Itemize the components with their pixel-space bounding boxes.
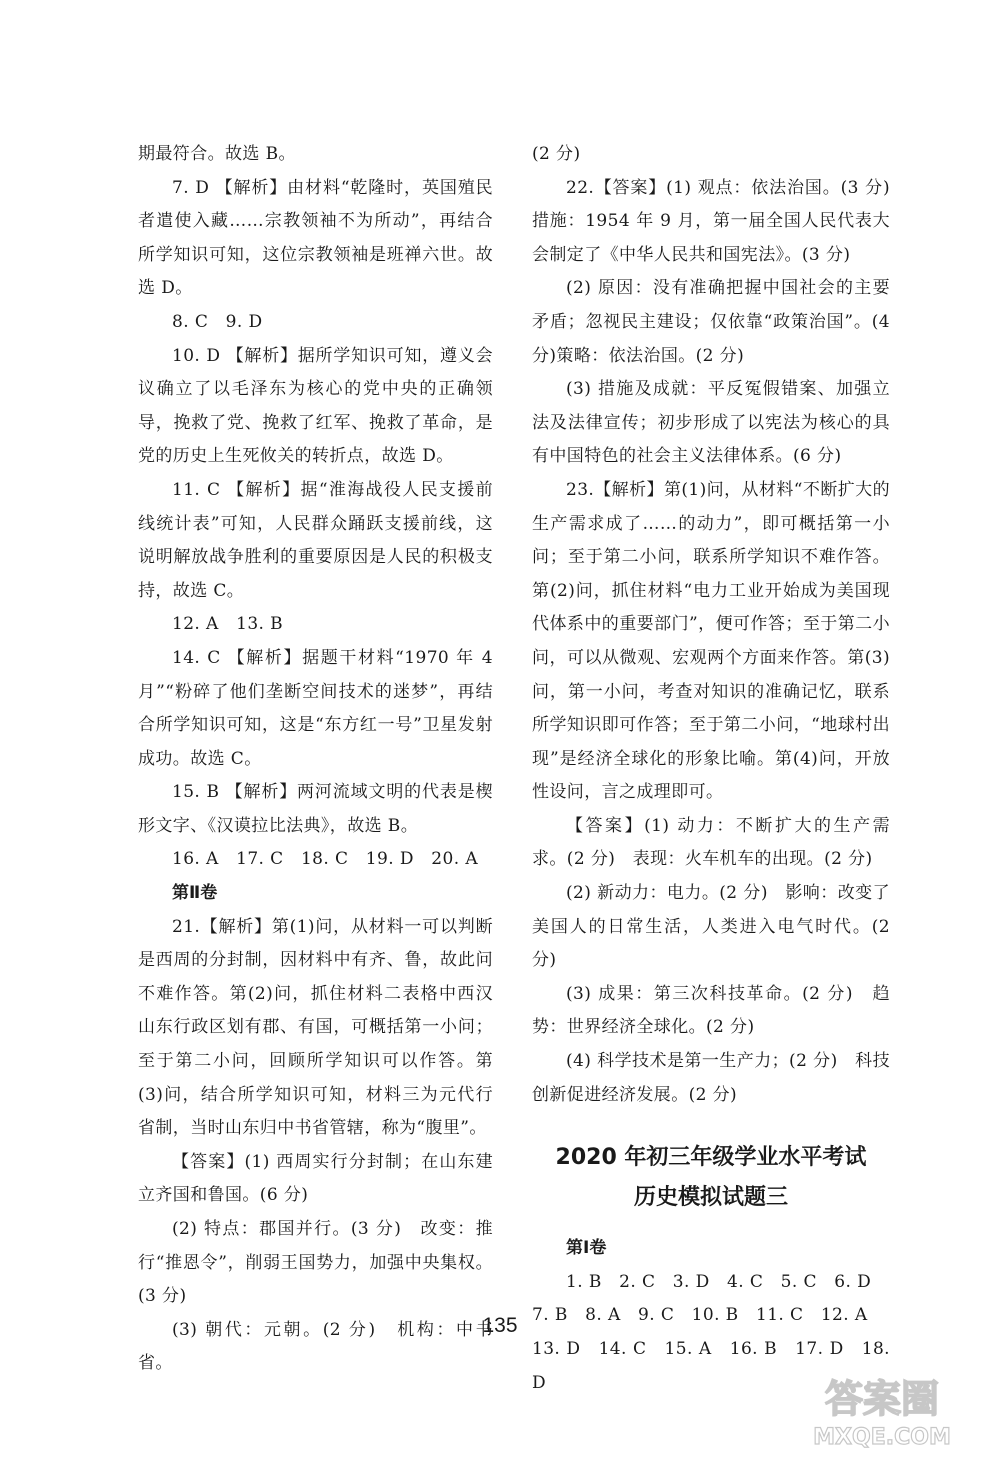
right-paragraph-q23-answer2: (2) 新动力：电力。(2 分) 影响：改变了美国人的日常生活，人类进入电气时代。(2 分) bbox=[532, 883, 890, 971]
left-paragraph-q21-answer3: (3) 朝代：元朝。(2 分) 机构：中书省。 bbox=[138, 1319, 493, 1374]
answer-row-2: 7. B 8. A 9. C 10. B 11. C 12. A bbox=[532, 1305, 868, 1326]
right-paragraph-q23-answer3: (3) 成果：第三次科技革命。(2 分) 趋势：世界经济全球化。(2 分) bbox=[532, 983, 890, 1038]
answer-row-1: 1. B 2. C 3. D 4. C 5. C 6. D bbox=[566, 1271, 872, 1292]
left-paragraph-q14: 14. C 【解析】据题干材料“1970 年 4 月”“粉碎了他们垄断空间技术的迷梦”，再结合所学知识可知，这是“东方红一号”卫星发射成功。故选 C。 bbox=[138, 647, 493, 769]
left-paragraph-q16-20: 16. A 17. C 18. C 19. D 20. A bbox=[172, 849, 478, 870]
right-column bbox=[532, 138, 890, 1400]
section-heading-part1: 第Ⅰ卷 bbox=[566, 1238, 607, 1259]
right-paragraph-0: (2 分) bbox=[532, 144, 581, 164]
exam-title-line2: 历史模拟试题三 bbox=[633, 1185, 788, 1211]
right-paragraph-q22-3: (3) 措施及成就：平反冤假错案、加强立法及法律宣传；初步形成了以宪法为核心的具有中国特色的社会主义法律体系。(6 分) bbox=[532, 379, 890, 467]
watermark-logo bbox=[782, 1368, 982, 1450]
right-paragraph-q22-2: (2) 原因：没有准确把握中国社会的主要矛盾；忽视民主建设；仅依靠“政策治国”。(4 分)策略：依法治国。(2 分) bbox=[532, 278, 890, 366]
left-paragraph-q12-13: 12. A 13. B bbox=[172, 614, 284, 635]
left-paragraph-q21-answer2: (2) 特点：郡国并行。(3 分) 改变：推行“推恩令”，削弱王国势力，加强中央集权。(3 分) bbox=[138, 1219, 493, 1307]
left-paragraph-q10: 10. D 【解析】据所学知识可知，遵义会议确立了以毛泽东为核心的党中央的正确领导，挽救了党、挽救了红军、挽救了革命，是党的历史上生死攸关的转折点，故选 D。 bbox=[138, 345, 493, 467]
watermark-text-en: MXQE.COM bbox=[813, 1425, 951, 1450]
right-paragraph-q23-analysis: 23.【解析】第(1)问，从材料“不断扩大的生产需求成了……的动力”，即可概括第一小问；至于第二小问，联系所学知识不难作答。第(2)问，抓住材料“电力工业开始成为美国现代体系中的重要部门”，便可作答；至于第二小问，可以从微观、宏观两个方面来作答。第(3)问，第一小问，考查对知识的准确记忆，联系所学知识即可作答；至于第二小问，“地球村出现”是经济全球化的形象比喻。第(4)问，开放性设问，言之成理即可。 bbox=[532, 479, 890, 803]
left-column bbox=[138, 138, 493, 1381]
right-paragraph-q23-answer1: 【答案】(1) 动力：不断扩大的生产需求。(2 分) 表现：火车机车的出现。(2 分) bbox=[532, 815, 890, 870]
exam-title-line1: 2020 年初三年级学业水平考试 bbox=[555, 1145, 867, 1171]
left-paragraph-q15: 15. B 【解析】两河流域文明的代表是楔形文字、《汉谟拉比法典》，故选 B。 bbox=[138, 782, 493, 836]
page-number: 135 bbox=[482, 1314, 518, 1337]
left-paragraph-q21-answer1: 【答案】(1) 西周实行分封制；在山东建立齐国和鲁国。(6 分) bbox=[138, 1151, 493, 1206]
right-paragraph-q22-1: 22.【答案】(1) 观点：依法治国。(3 分)措施：1954 年 9 月，第一届全国人民代表大会制定了《中华人民共和国宪法》。(3 分) bbox=[532, 177, 890, 265]
left-paragraph-q11: 11. C 【解析】据“淮海战役人民支援前线统计表”可知，人民群众踊跃支援前线，这说明解放战争胜利的重要原因是人民的积极支持，故选 C。 bbox=[138, 479, 493, 601]
right-paragraph-q23-answer4: (4) 科学技术是第一生产力；(2 分) 科技创新促进经济发展。(2 分) bbox=[532, 1051, 890, 1105]
left-paragraph-q7: 7. D 【解析】由材料“乾隆时，英国殖民者遣使入藏……宗教领袖不为所动”，再结合所学知识可知，这位宗教领袖是班禅六世。故选 D。 bbox=[138, 177, 493, 299]
left-paragraph-q8-9: 8. C 9. D bbox=[172, 311, 263, 332]
left-paragraph-q21-analysis: 21.【解析】第(1)问，从材料一可以判断是西周的分封制，因材料中有齐、鲁，故此问不难作答。第(2)问，抓住材料二表格中西汉山东行政区划有郡、有国，可概括第一小问；至于第二小问，回顾所学知识可以作答。第(3)问，结合所学知识可知，材料三为元代行省制，当时山东归中书省管辖，称为“腹里”。 bbox=[138, 916, 493, 1139]
watermark-text-cn: 答案圈 bbox=[824, 1377, 940, 1421]
left-paragraph-0: 期最符合。故选 B。 bbox=[138, 144, 296, 164]
exam-title-block bbox=[532, 1138, 890, 1218]
section-heading-part2: 第Ⅱ卷 bbox=[172, 883, 218, 904]
answer-row-3: 13. D 14. C 15. A 16. B 17. D 18. D bbox=[532, 1339, 890, 1393]
